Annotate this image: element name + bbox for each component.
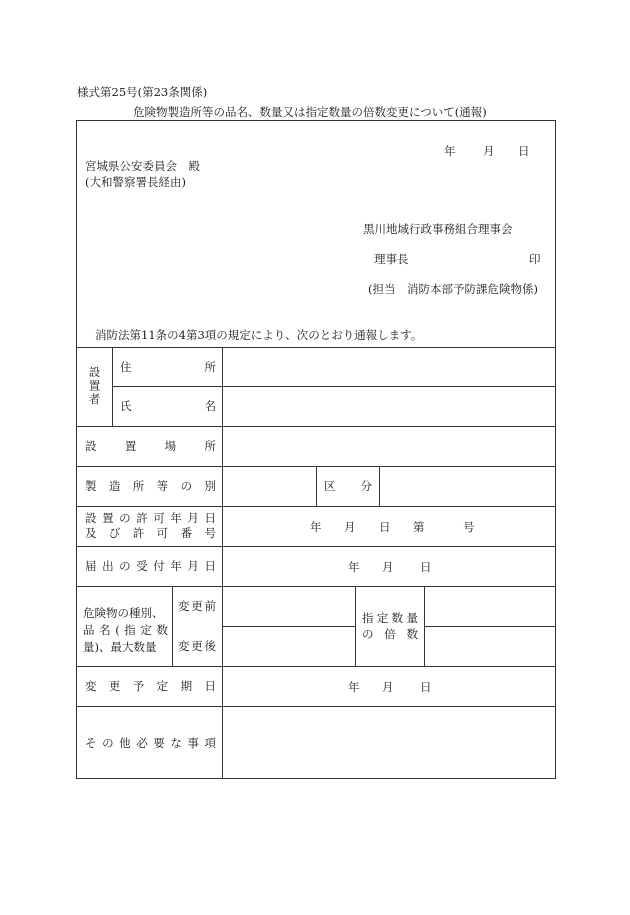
hazmat-after-label: 変 更 後: [178, 639, 216, 653]
multiple-after-field[interactable]: [425, 627, 555, 666]
category-field[interactable]: [380, 467, 555, 506]
installer-group-label: 設置者: [87, 366, 102, 407]
sender-title: 理事長: [374, 252, 409, 266]
location-label: 設 置 場 所: [85, 439, 216, 453]
received-day: 日: [420, 560, 432, 574]
form-title: 危険物製造所等の品名、数量又は指定数量の倍数変更について(通報): [133, 105, 487, 119]
installer-name-label: 氏 名: [120, 399, 216, 413]
facility-type-field[interactable]: [223, 467, 316, 506]
received-label: 届 出 の 受 付 年 月 日: [85, 559, 216, 573]
received-year: 年: [348, 560, 360, 574]
permit-number: 号: [463, 520, 475, 534]
date-year: 年: [444, 144, 456, 158]
other-field[interactable]: [223, 707, 555, 778]
statement: 消防法第11条の4第3項の規定により、次のとおり通報します。: [95, 328, 423, 342]
addressee-via: (大和警察署長経由): [85, 175, 186, 189]
permit-day: 日: [379, 520, 391, 534]
installer-address-label: 住 所: [120, 359, 216, 374]
category-label: 区 分: [324, 479, 372, 493]
permit-no: 第: [413, 520, 425, 534]
multiple-before-field[interactable]: [425, 587, 555, 626]
facility-type-label: 製 造 所 等 の 別: [85, 479, 216, 493]
installer-name-field[interactable]: [223, 387, 555, 426]
scheduled-year: 年: [348, 680, 360, 694]
addressee: 宮城県公安委員会 殿: [85, 159, 200, 173]
form-number: 様式第25号(第23条関係): [77, 85, 208, 99]
hazmat-after-field[interactable]: [223, 627, 355, 666]
scheduled-month: 月: [382, 680, 394, 694]
hazmat-label: 危険物の種別、 品 名 ( 指 定 数 量)、最大数量: [83, 606, 168, 654]
hazmat-before-label: 変 更 前: [178, 599, 216, 613]
received-month: 月: [382, 560, 394, 574]
other-label: そ の 他 必 要 な 事 項: [85, 735, 216, 750]
scheduled-label: 変 更 予 定 期 日: [85, 679, 216, 693]
permit-label: 設 置 の 許 可 年 月 日 及 び 許 可 番 号: [85, 510, 216, 540]
location-field[interactable]: [223, 427, 555, 466]
seal-mark: 印: [529, 252, 541, 266]
sender-contact: (担当 消防本部予防課危険物係): [368, 282, 538, 296]
installer-address-field[interactable]: [223, 348, 555, 386]
date-month: 月: [483, 144, 495, 158]
date-day: 日: [518, 144, 530, 158]
permit-year: 年: [310, 520, 322, 534]
multiple-label: 指 定 数 量 の 倍 数: [362, 611, 418, 641]
hazmat-before-field[interactable]: [223, 587, 355, 626]
form-frame: [76, 120, 556, 779]
sender-organization: 黒川地域行政事務組合理事会: [363, 222, 513, 236]
scheduled-day: 日: [420, 680, 432, 694]
permit-month: 月: [344, 520, 356, 534]
